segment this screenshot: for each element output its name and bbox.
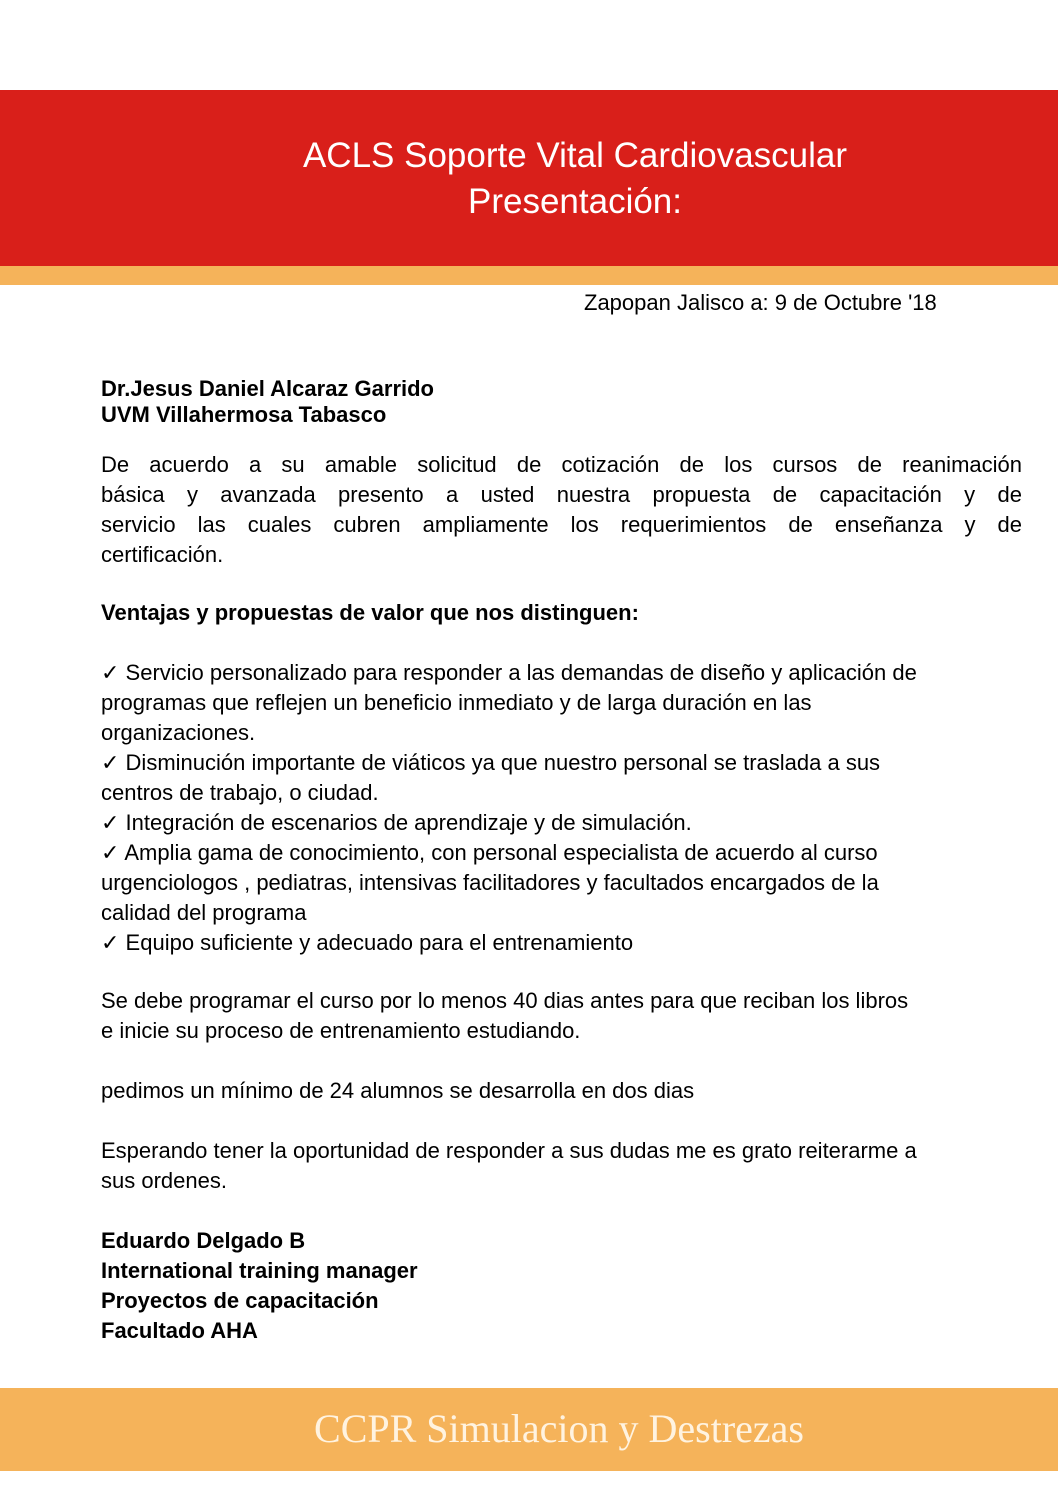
document-title: ACLS Soporte Vital Cardiovascular xyxy=(302,136,848,175)
dateline: Zapopan Jalisco a: 9 de Octubre '18 xyxy=(584,290,937,315)
signature-department: Proyectos de capacitación xyxy=(101,1288,379,1313)
advantage-line: ✓ Disminución importante de viáticos ya que nuestro personal se traslada a sus xyxy=(101,750,881,775)
recipient-name: Dr.Jesus Daniel Alcaraz Garrido xyxy=(101,376,434,401)
advantage-line: programas que reflejen un beneficio inmediato y de larga duración en las xyxy=(101,690,812,715)
schedule-line: e inicie su proceso de entrenamiento estudiando. xyxy=(101,1018,581,1043)
intro-line: básica y avanzada presento a usted nuestra propuesta de capacitación y de xyxy=(101,482,1022,507)
advantage-line: ✓ Integración de escenarios de aprendizaje y de simulación. xyxy=(101,810,692,835)
intro-paragraph xyxy=(101,450,1022,570)
minimum-note: pedimos un mínimo de 24 alumnos se desarrolla en dos dias xyxy=(101,1078,695,1103)
closing-line: Esperando tener la oportunidad de responder a sus dudas me es grato reiterarme a xyxy=(101,1138,917,1163)
advantage-line: ✓ Equipo suficiente y adecuado para el entrenamiento xyxy=(101,930,634,955)
header-band xyxy=(0,90,1058,266)
advantage-line: ✓ Servicio personalizado para responder a las demandas de diseño y aplicación de xyxy=(101,660,917,685)
advantage-line: organizaciones. xyxy=(101,720,256,745)
header-accent-stripe xyxy=(0,266,1058,285)
schedule-line: Se debe programar el curso por lo menos 40 dias antes para que reciban los libros xyxy=(101,988,909,1013)
advantage-line: ✓ Amplia gama de conocimiento, con personal especialista de acuerdo al curso xyxy=(101,840,878,865)
signature-credential: Facultado AHA xyxy=(101,1318,258,1343)
advantage-line: centros de trabajo, o ciudad. xyxy=(101,780,379,805)
recipient-institution: UVM Villahermosa Tabasco xyxy=(101,402,387,427)
signature-name: Eduardo Delgado B xyxy=(101,1228,306,1253)
advantages-heading: Ventajas y propuestas de valor que nos distinguen: xyxy=(101,600,639,625)
signature-title: International training manager xyxy=(101,1258,418,1283)
advantage-line: calidad del programa xyxy=(101,900,307,925)
intro-line: De acuerdo a su amable solicitud de cotización de los cursos de reanimación xyxy=(101,452,1022,477)
advantage-line: urgenciologos , pediatras, intensivas facilitadores y facultados encargados de la xyxy=(101,870,879,895)
document-subtitle: Presentación: xyxy=(467,182,683,221)
footer-brand: CCPR Simulacion y Destrezas xyxy=(314,1406,804,1451)
intro-line: servicio las cuales cubren ampliamente los requerimientos de enseñanza y de xyxy=(101,512,1022,537)
intro-line: certificación. xyxy=(101,542,224,567)
closing-line: sus ordenes. xyxy=(101,1168,227,1193)
